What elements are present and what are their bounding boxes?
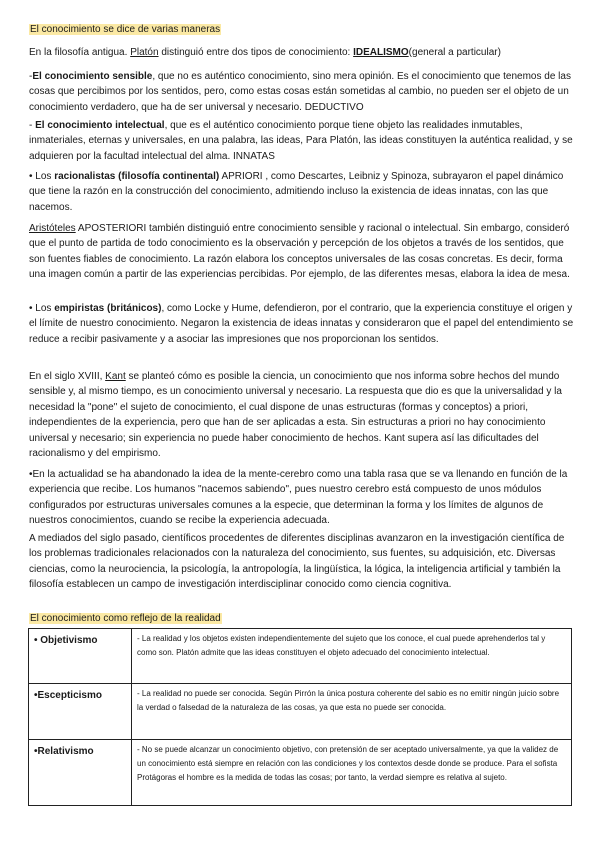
term-cell: •Relativismo	[29, 740, 132, 806]
term-empiristas: empiristas (británicos)	[54, 303, 162, 314]
desc-cell: - No se puede alcanzar un conocimiento objetivo, con pretensión de ser aceptado universalmente, ya que la validez de un conocimiento está siempre en relación con las condiciones y los contextos desde donde se produce. Para el sofista Protágoras el hombre es la medida de todas las cosas; por tanto, la verdad siempre es relativa al sujeto.	[132, 740, 572, 806]
table-row	[29, 629, 572, 684]
text: • Los	[29, 171, 55, 182]
section-heading-2	[29, 611, 574, 626]
text: -	[29, 120, 36, 131]
paragraph-kant	[29, 369, 574, 461]
text: , que es el auténtico conocimiento porque tiene objeto las realidades inmutables, inmateriales, eternas y universales, en una palabra, las ideas, Para Platón, las ideas constituyen la auténtica realidad, y se adquieren por la facultad intelectual del alma. INNATAS	[29, 120, 573, 162]
term-idealismo: IDEALISMO	[353, 47, 409, 58]
text: , que no es auténtico conocimiento, sino mera opinión. Es el conocimiento que tenemos de las cosas que percibimos por los sentidos, pero, como estas cosas están sometidas al cambio, no pueden ser el objeto de un conocimiento verdadero, que ha de ser universal y necesario. DEDUCTIVO	[29, 71, 571, 113]
paragraph-conocimiento-intelectual	[29, 118, 574, 164]
term-intelectual: El conocimiento intelectual	[35, 120, 165, 131]
desc-cell: - La realidad no puede ser conocida. Según Pirrón la única postura coherente del sabio es no emitir ningún juicio sobre la verdad o falsedad de la naturaleza de las cosas, ya que esta no puede ser conocida.	[132, 684, 572, 740]
heading-highlight: El conocimiento se dice de varias maneras	[30, 24, 221, 35]
paragraph-racionalistas	[29, 169, 574, 215]
term-cell: •Escepticismo	[29, 684, 132, 740]
text: , como Locke y Hume, defendieron, por el contrario, que la experiencia constituye el origen y el límite de nuestro conocimiento. Negaron la existencia de ideas innatas y consideraron que el papel del entendimiento se reduce a recibir pasivamente y a asociar las impresiones que nos proporcionan los sentidos.	[29, 303, 574, 345]
paragraph-actualidad: •En la actualidad se ha abandonado la idea de la mente-cerebro como una tabla rasa que se va llenando en función de la experiencia que recibe. Los humanos "nacemos sabiendo", pues nuestro cerebro está compuesto de unos módulos configurados por estructuras universales comunes a la especie, que determinan la forma y los límites de algunos de nuestros conocimientos, cuando se recibe la experiencia adecuada.	[29, 469, 568, 527]
name-kant: Kant	[105, 371, 126, 382]
text: En la filosofía antigua.	[29, 47, 131, 58]
paragraph-empiristas	[29, 301, 574, 347]
paragraph-ciencia-cognitiva: A mediados del siglo pasado, científicos procedentes de diferentes disciplinas avanzaron en la investigación científica de los problemas tradicionales relacionados con la naturaleza del conocimiento, sus fuentes, su adquisición, etc. Diversas ciencias, como la neurociencia, la psicología, la antropología, la lingüística, la lógica, la inteligencia artificial y también la filosofía establecen un campo de investigación interdisciplinar conocido como ciencia cognitiva.	[29, 533, 565, 591]
paragraph-platon	[29, 45, 574, 60]
name-platon: Platón	[130, 47, 159, 58]
heading-highlight: El conocimiento como reflejo de la realidad	[30, 613, 221, 624]
text: (general a particular)	[408, 47, 501, 58]
text: En el siglo XVIII,	[29, 371, 106, 382]
table-row	[29, 740, 572, 806]
table-row	[29, 684, 572, 740]
section-heading-1	[29, 22, 574, 37]
text: • Los	[29, 303, 55, 314]
term-cell: • Objetivismo	[29, 629, 132, 684]
realidad-table	[28, 628, 572, 806]
text: -	[29, 71, 33, 82]
name-aristoteles: Aristóteles	[29, 223, 76, 234]
text: se planteó cómo es posible la ciencia, un conocimiento que nos informa sobre hechos del mundo sensible y, al mismo tiempo, es un conocimiento universal y necesario. La respuesta que dio es que la universalidad y la necesidad la "pone" el sujeto de conocimiento, el cual dispone de unas estructuras (formas y conceptos) a priori, independientes de la experiencia, pero que han de ser aplicadas a esta. Sin estructuras a priori no hay conocimiento universal y necesario; sin experiencia no puede haber conocimiento de hechos. Kant supera así las dificultades del racionalismo y del empirismo.	[29, 371, 562, 460]
text: APRIORI , como Descartes, Leibniz y Spinoza, subrayaron el papel dinámico que tiene la razón en la construcción del conocimiento, admitiendo incluso la existencia de ideas innatas, con las que nacemos.	[29, 171, 564, 213]
paragraph-aristoteles	[29, 221, 574, 283]
paragraph-conocimiento-sensible	[29, 69, 574, 115]
term-racionalistas: racionalistas (filosofía continental)	[54, 171, 220, 182]
text: APOSTERIORI también distinguió entre conocimiento sensible y racional o intelectual. Sin embargo, consideró que el punto de partida de todo conocimiento es la observación y percepción de los objetos a través de los sentidos, que son fuentes fiables de conocimiento. La razón elabora los conceptos universales de las cosas concretas. Es decir, forma una imagen común a partir de las experiencias percibidas. Por ejemplo, de las diferentes mesas, elabora la idea de mesa.	[29, 223, 570, 281]
term-sensible: El conocimiento sensible	[32, 71, 153, 82]
desc-cell: - La realidad y los objetos existen independientemente del sujeto que los conoce, el cual puede aprehenderlos tal y como son. Platón admite que las ideas constituyen el objeto adecuado del conocimiento intelectual.	[132, 629, 572, 684]
text: distinguió entre dos tipos de conocimiento:	[158, 47, 354, 58]
